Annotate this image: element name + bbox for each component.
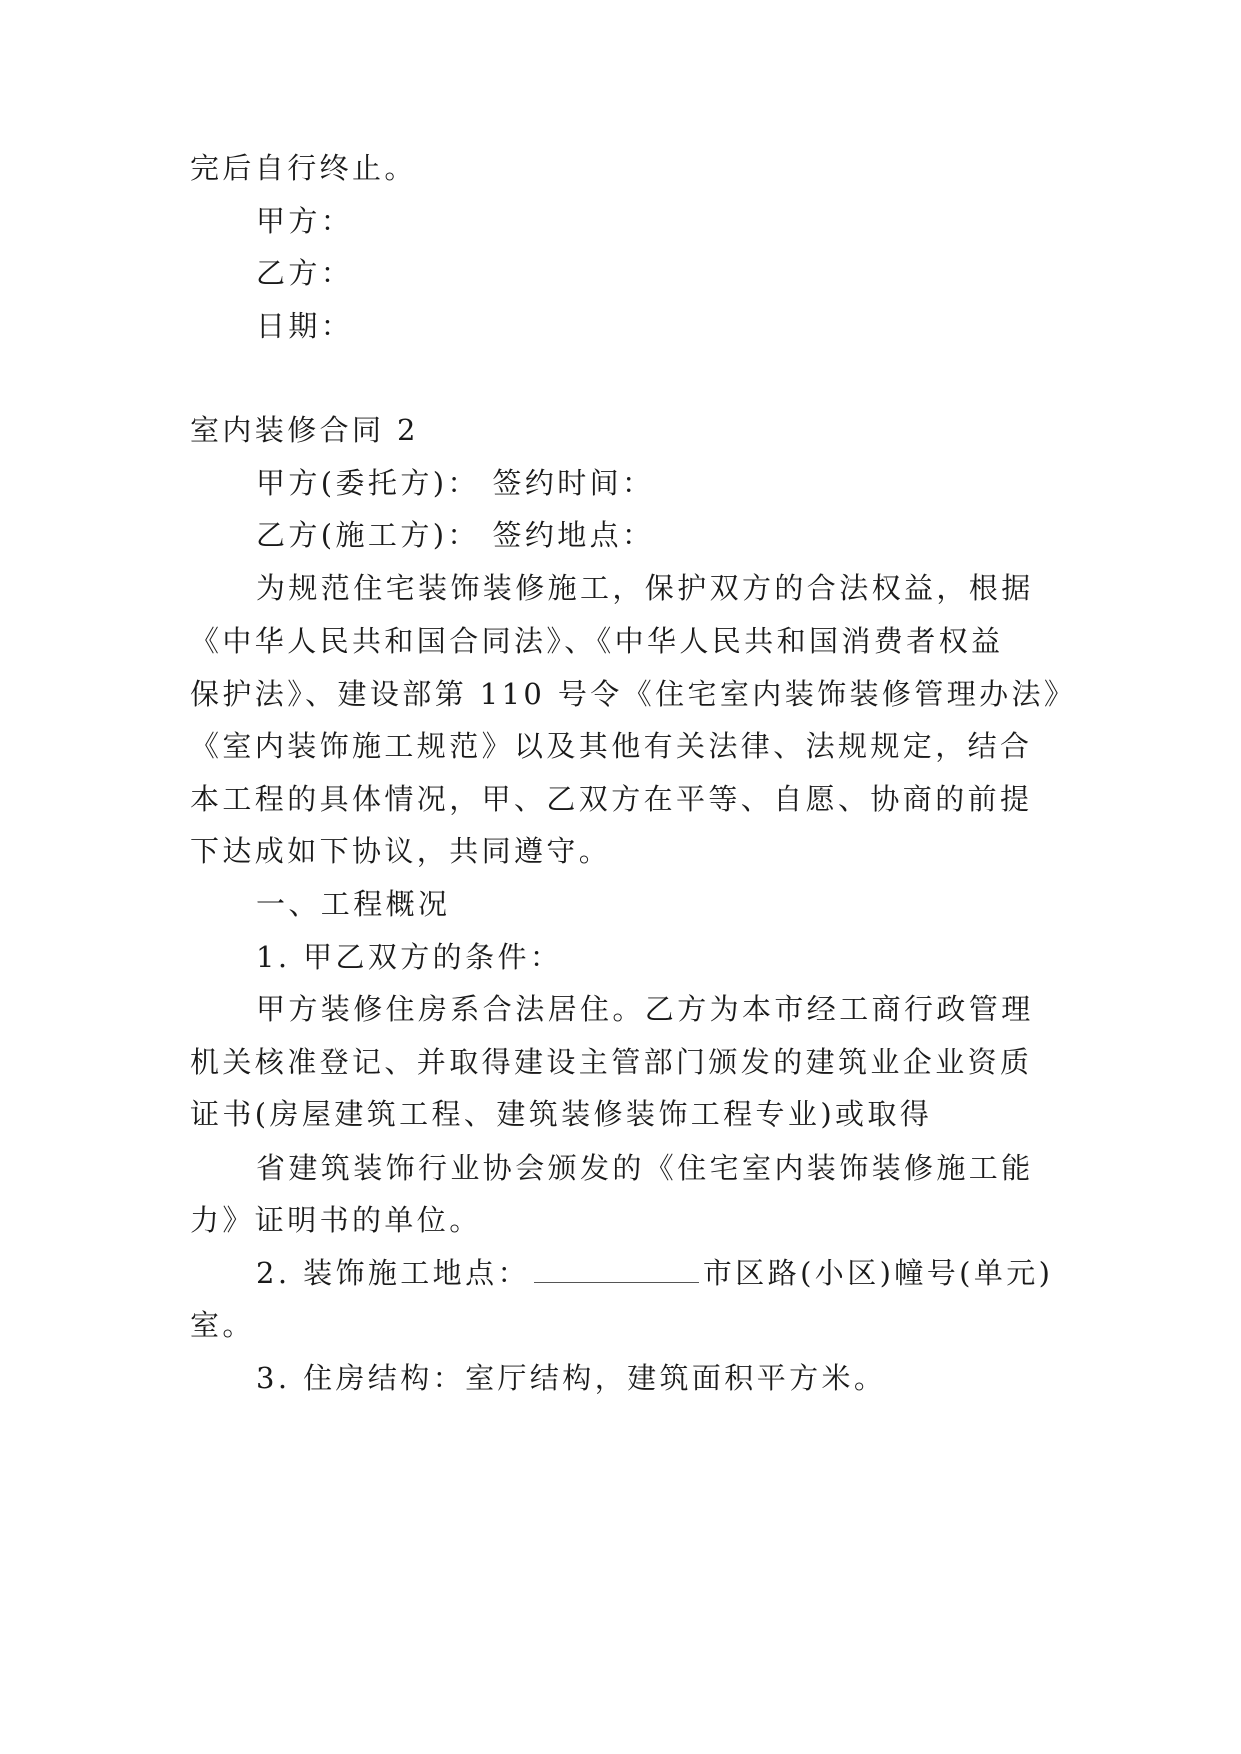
paragraph-line: 力》证明书的单位。 [190,1203,482,1237]
party-a-label: 甲方： [256,204,354,238]
party-b-label: 乙方： [256,256,354,290]
construction-location-line [256,1253,1053,1293]
paragraph-line: 为规范住宅装饰装修施工，保护双方的合法权益，根据 [256,571,1034,605]
paragraph-line: 保护法》、建设部第 110 号令《住宅室内装饰装修管理办法》 [190,677,1077,711]
paragraph-line: 《室内装饰施工规范》以及其他有关法律、法规规定，结合 [190,729,1033,763]
section-title: 室内装修合同 2 [190,413,419,447]
construction-location-suffix: 市区路(小区)幢号(单元) [702,1256,1054,1290]
construction-location-label: 2. 装饰施工地点： [256,1256,530,1290]
paragraph-line: 甲方装修住房系合法居住。乙方为本市经工商行政管理 [256,992,1034,1026]
clause-heading: 1. 甲乙双方的条件： [256,940,563,974]
party-b-contractor-line: 乙方(施工方)： 签约地点： [256,518,655,552]
text-line: 完后自行终止。 [190,151,417,185]
paragraph-line: 证书(房屋建筑工程、建筑装修装饰工程专业)或取得 [190,1097,933,1131]
paragraph-line: 下达成如下协议，共同遵守。 [190,834,612,868]
paragraph-line: 本工程的具体情况，甲、乙双方在平等、自愿、协商的前提 [190,782,1033,816]
party-a-client-line: 甲方(委托方)： 签约时间： [256,466,655,500]
date-label: 日期： [256,309,354,343]
housing-structure-line: 3. 住房结构：室厅结构，建筑面积平方米。 [256,1361,887,1395]
paragraph-line: 机关核准登记、并取得建设主管部门颁发的建筑业企业资质 [190,1045,1033,1079]
location-blank-field [534,1256,699,1283]
paragraph-line: 《中华人民共和国合同法》、《中华人民共和国消费者权益 [190,624,1004,658]
paragraph-line: 省建筑装饰行业协会颁发的《住宅室内装饰装修施工能 [256,1151,1034,1185]
section-heading: 一、工程概况 [256,887,451,921]
paragraph-line: 室。 [190,1308,255,1342]
